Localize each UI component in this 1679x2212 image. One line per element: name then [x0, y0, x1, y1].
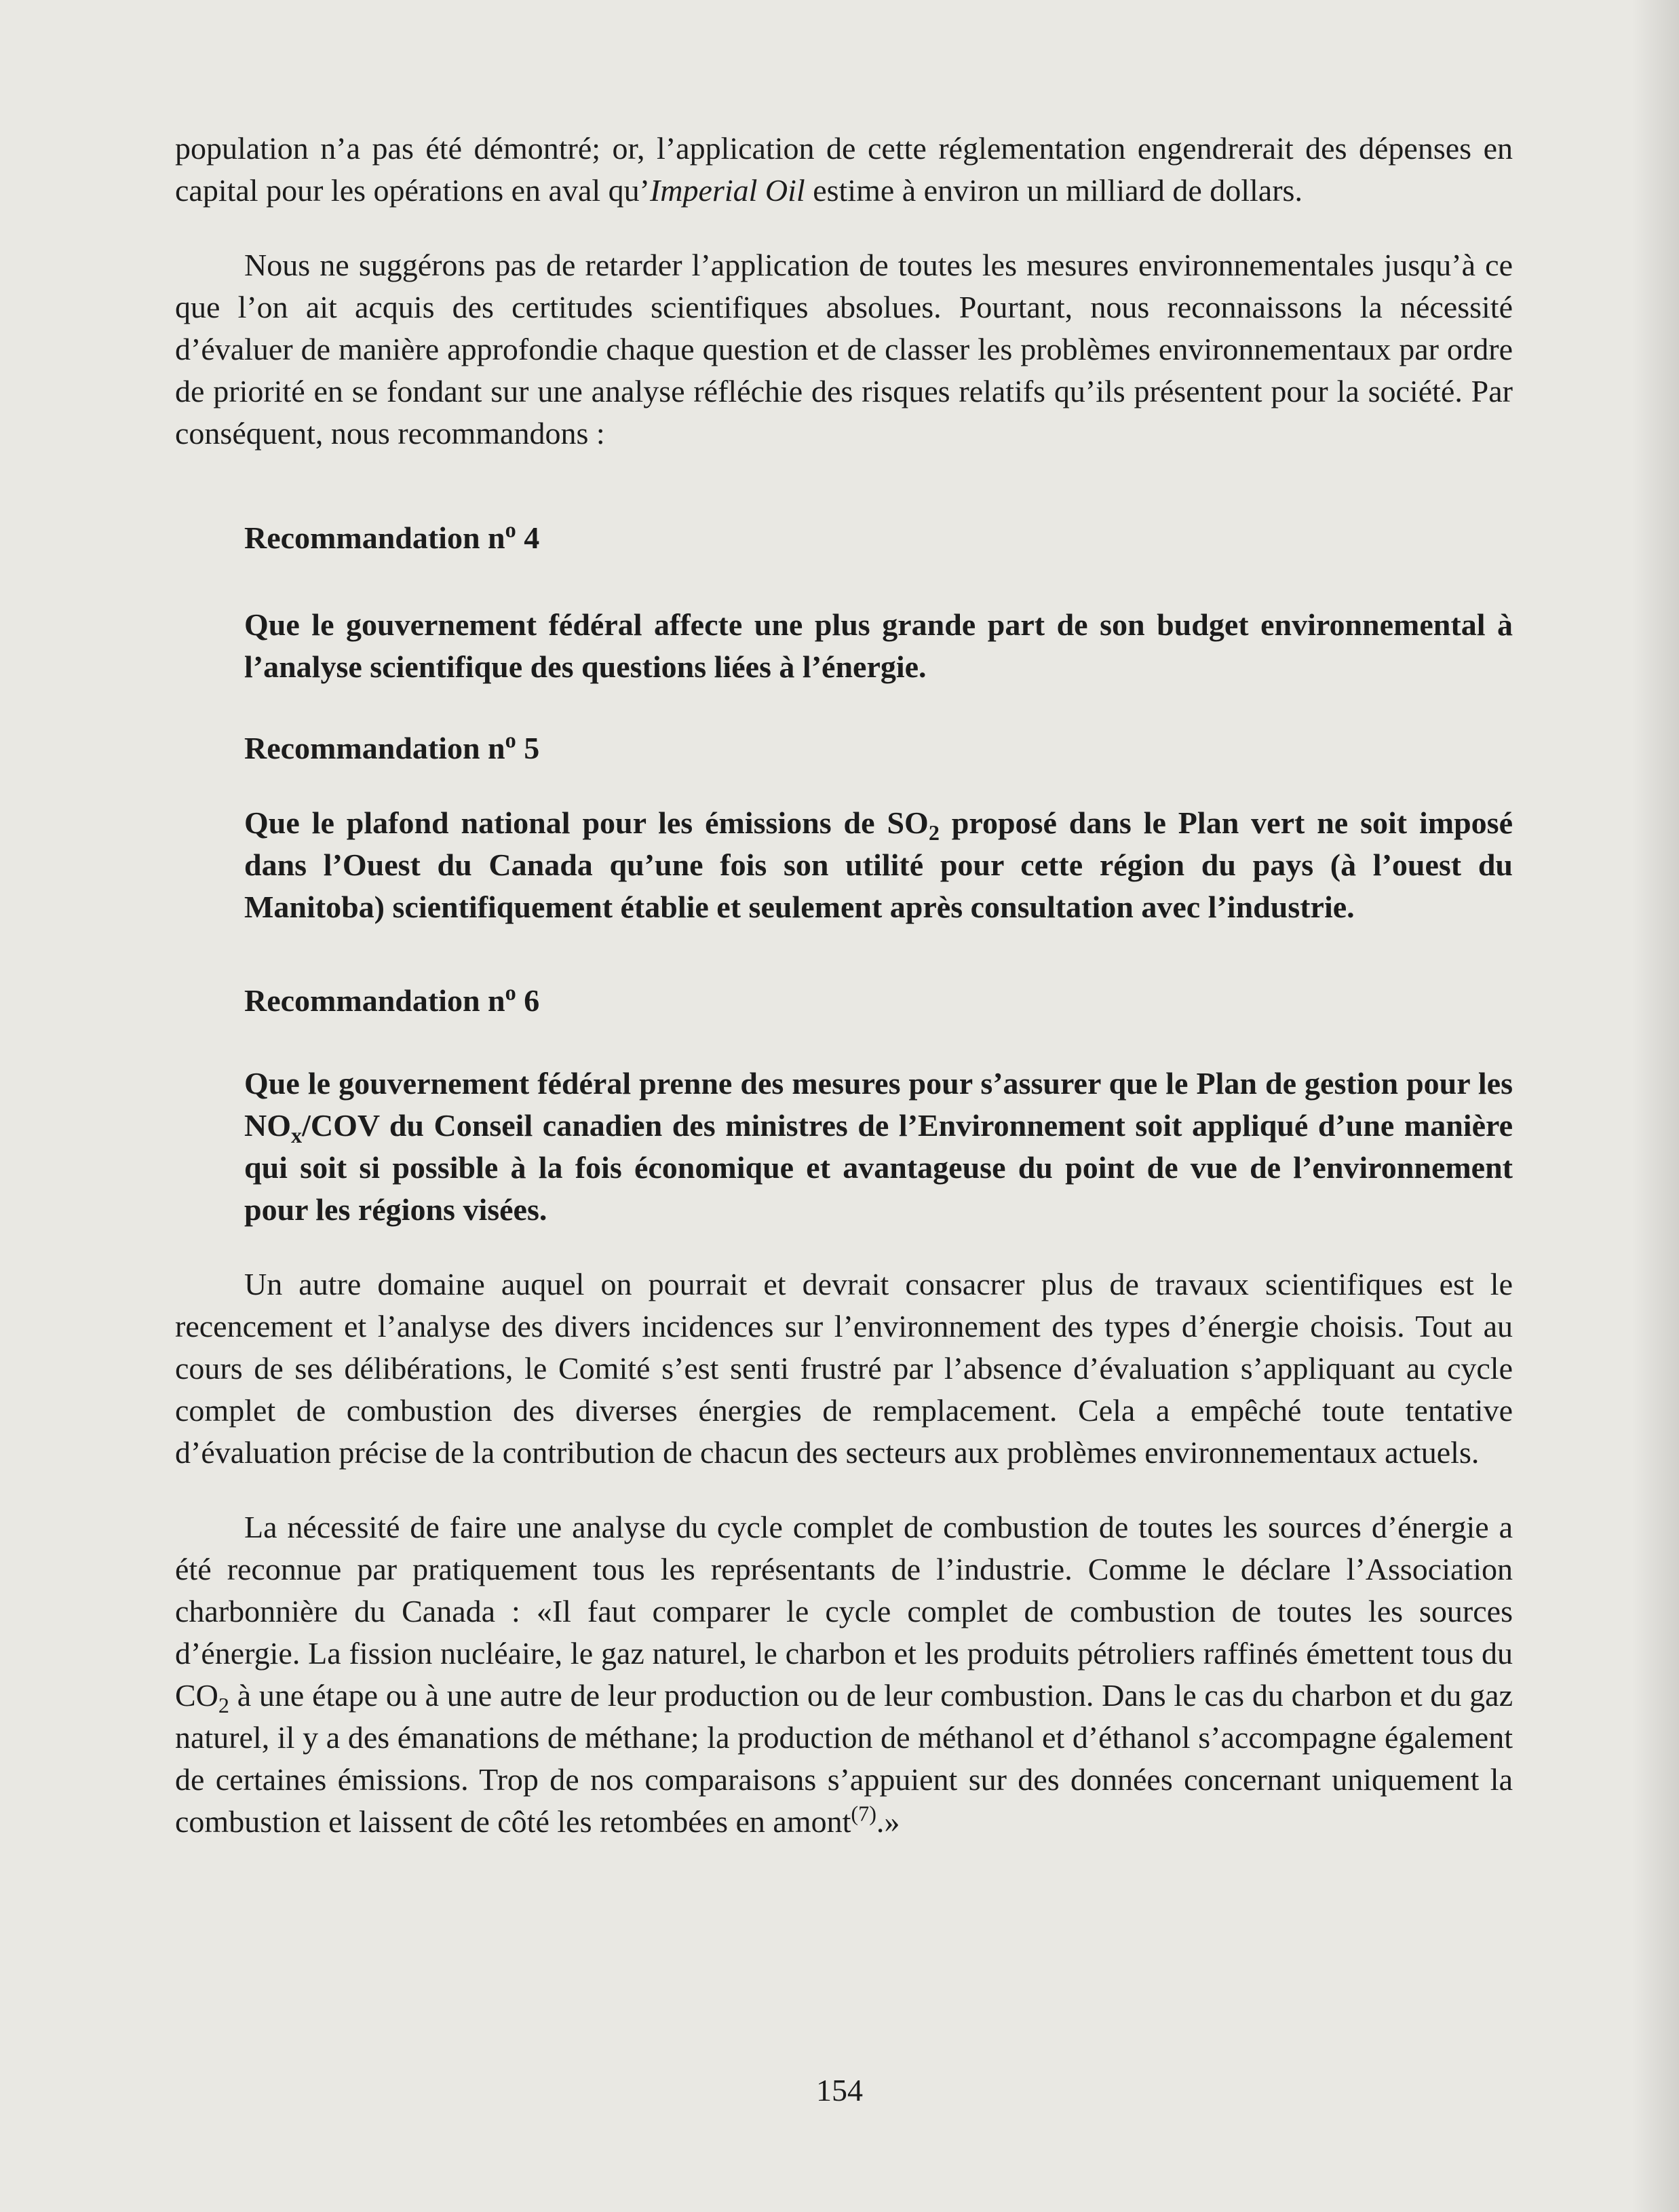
recommendation-6-heading [175, 980, 1513, 1022]
rec5-body-b: proposé dans le Plan vert ne soit imposé dans l’Ouest du Canada qu’une fois son utilité pour cette région du pays (à l’ouest du Manitoba) scientifiquement établie et seulement après consultation avec l’industrie. [244, 805, 1513, 924]
rec5-body-a: Que le plafond national pour les émissions de SO [244, 805, 929, 840]
paragraph-1-text-b: estime à environ un milliard de dollars. [805, 173, 1302, 208]
rec6-heading-sup: o [505, 980, 516, 1005]
recommendation-6-body [175, 1063, 1513, 1231]
footnote-reference: (7) [851, 1801, 876, 1826]
rec5-body-sub: 2 [928, 820, 940, 845]
rec4-heading-text: Recommandation n [244, 520, 505, 555]
recommendation-4-body: Que le gouvernement fédéral affecte une plus grande part de son budget environnemental à l’analyse scientifique des questions liées à l’énergie. [244, 607, 1513, 684]
rec6-body-sub: x [291, 1123, 303, 1148]
paragraph-4-sub: 2 [218, 1693, 229, 1718]
rec5-heading-sup: o [505, 727, 516, 752]
recommendation-5-heading [175, 727, 1513, 769]
recommendation-4-heading [175, 517, 1513, 559]
paragraph-4-text-c: .» [876, 1804, 900, 1839]
rec6-body-b: /COV du Conseil canadien des ministres de l’Environnement soit appliqué d’une manière qui soit si possible à la fois économique et avantageuse du point de vue de l’environnement pour les régions visées. [244, 1108, 1513, 1227]
paragraph-2: Nous ne suggérons pas de retarder l’application de toutes les mesures environnementales jusqu’à ce que l’on ait acquis des certitudes scientifiques absolues. Pourtant, nous reconnaissons la nécessité d’évaluer de manière approfondie chaque question et de classer les problèmes environnementaux par ordre de priorité en se fondant sur une analyse réfléchie des risques relatifs qu’ils présentent pour la société. Par conséquent, nous recommandons : [175, 248, 1513, 451]
rec4-heading-num: 4 [516, 520, 540, 555]
document-body [175, 128, 1513, 1843]
rec6-body-a: Que le gouvernement fédéral prenne des mesures pour s’assurer que le Plan de gestion pour les NO [244, 1066, 1513, 1143]
rec6-heading-text: Recommandation n [244, 983, 505, 1018]
paragraph-1-italic: Imperial Oil [649, 173, 805, 208]
paragraph-4-text-b: à une étape ou à une autre de leur production ou de leur combustion. Dans le cas du charbon et du gaz naturel, il y a des émanations de méthane; la production de méthanol et d’éthanol s’accompagne également de certaines émissions. Trop de nos comparaisons s’appuient sur des données concernant uniquement la combustion et laissent de côté les retombées en amont [175, 1678, 1513, 1839]
page-number: 154 [816, 2073, 863, 2108]
paragraph-3: Un autre domaine auquel on pourrait et devrait consacrer plus de travaux scientifiques est le recencement et l’analyse des divers incidences sur l’environnement des types d’énergie choisis. Tout au cours de ses délibérations, le Comité s’est senti frustré par l’absence d’évaluation s’appliquant au cycle complet de combustion des diverses énergies de remplacement. Cela a empêché toute tentative d’évaluation précise de la contribution de chacun des secteurs aux problèmes environnementaux actuels. [175, 1267, 1513, 1470]
paragraph-4-text-a: La nécessité de faire une analyse du cycle complet de combustion de toutes les sources d’énergie a été reconnue par pratiquement tous les représentants de l’industrie. Comme le déclare l’Association charbonnière du Canada : «Il faut comparer le cycle complet de combustion de toutes les sources d’énergie. La fission nucléaire, le gaz naturel, le charbon et les produits pétroliers raffinés émettent tous du CO [175, 1510, 1513, 1713]
recommendation-5-body [175, 802, 1513, 928]
paragraph-1-text-a: population n’a pas été démontré; or, l’application de cette réglementation engendrerait des dépenses en capital pour les opérations en aval qu’ [175, 131, 1513, 208]
paragraph-1 [175, 128, 1513, 212]
rec6-heading-num: 6 [516, 983, 540, 1018]
rec4-heading-sup: o [505, 517, 516, 542]
rec5-heading-num: 5 [516, 731, 540, 765]
rec5-heading-text: Recommandation n [244, 731, 505, 765]
paragraph-4 [175, 1506, 1513, 1843]
page-edge-shadow [1632, 0, 1679, 2212]
